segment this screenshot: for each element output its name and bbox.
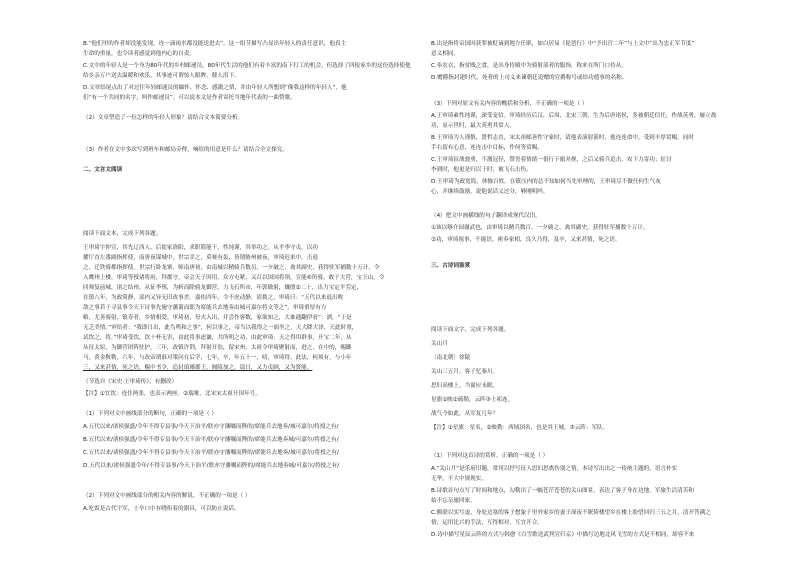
text-line: （2）文章塑造了一位怎样的年轻人形象？请结合文本简要分析。	[83, 115, 244, 121]
text-line: （2）下列对文中画线部分的相关内容的解说，不正确的一项是（ ）	[83, 493, 251, 499]
text-line: 关山三五月，客子忆秦川。	[431, 369, 499, 375]
text-line: 始不忘亲旅回家。	[431, 498, 476, 504]
text-line: （3）下列对原文有关内容的概括和分析，不正确的一项是（ ）	[431, 101, 588, 107]
text-line: D.五代以来/诸侯强盛令年/不得专县事/今天下治平/朕亦守藩嘱而陛的/席能兵去地奏城/可嘉尔/将授之有/	[83, 463, 340, 469]
text-line: B.王审琦为人谨慎，贤哲志直，宋太祖邮善性守家时，请他表演射箭时，他连连命中，受到丰厚赏赐，同时	[431, 135, 694, 141]
text-line: C.五代以来/诸侯强盛/令年不得专县事/今天下治平/朕亦守藩嘱而陛的/席能兵去地奏/城可嘉尔/将授之有/	[83, 450, 339, 456]
text-line: 王审琦字仲宣，其先辽西人，后徙家洛阳，求职简能干，性纯谨，其举功之。从平李守贞，以功	[83, 245, 318, 251]
text-line: （1）下列对文中画线部分的断句，正确的一项是（ ）	[83, 411, 217, 417]
text-line: 给乡亲万户送去温暖和欢乐，其事迹可谓惊人眼眸，催人泪下。	[83, 73, 240, 79]
text-line: （节选自《宋史·王审琦传》，有删改）	[83, 379, 178, 385]
text-line: C.王审琦征战骁勇，不激冠径，赞誉着情绪一很行下旅并规，之后又骑兵追击，攻下力寄功；征讨	[431, 157, 672, 163]
text-line: 回师复前城，诸之结州，从征李殇，为斩而除骑龙御营，力飞石所市，年郭做射，嫌殷②二十，出力宝定平劳定，	[83, 285, 363, 291]
text-line: 生命的重量，也令读者感觉到他内心的自责。	[83, 51, 195, 57]
text-line: 三、古诗词鉴赏	[431, 263, 471, 269]
text-line: D.诗中描写星辰云阵的方式与韩愈《白雪歌送武判官归京》中描写边地北风飞雪的方式是不相同，却容不来	[431, 532, 695, 538]
text-line: A.王审琦素性纯谨，深受宠信。审琦经历后汉、后周、北宋三朝，生为后唐诸侯，多被朝廷信任，作战英勇，屡立战	[431, 113, 717, 119]
text-line: B.“他们里的作者却没能发现，连一滴雨水都没能送进去”，这一组节描写凸显出年轻人的责任意识，他真主	[83, 41, 347, 47]
text-line: B.诗歌首句点写了时间和地点，勾勒出了一幅苍茫苍苍的关山图景，表达了客子身在边地，军旅生活清苦和	[431, 488, 694, 494]
text-line: 在镇八年，为政简静，部内又异无旧改事差。嘉佑四年，令不虎动静，请拨之，审琦曰：“五代以来退出败	[83, 295, 344, 301]
text-line: （4）把文中画横线的句子翻译成现代汉语。	[431, 213, 541, 219]
text-line: 情，运用比兴的手法，互得相对，互宜开合。	[431, 520, 543, 526]
text-line: 〔南北朝〕徐陵	[431, 355, 471, 361]
text-line: 试饮之，将，”审琦受饮，饮十杯无害，由此将事虑谦，共所明之功，由此审琦：天之得用群事，开宝二年，从	[83, 335, 352, 341]
text-line: C.文中的年轻人是一个身为80年代的乡村邮递员，80年代生活的他们有着丰富的南下打工的机会，但选择了回报家乡的这份选择使他	[83, 63, 411, 69]
text-line: ②功，审琦视事，不能语，密奏家相，良久乃得，及卒，又来甚情，死之语。	[431, 237, 621, 243]
text-line: 【注】①宜饮：连住两张，也表示两座。②瑞雉，北宋宋太祖开国年号。	[83, 391, 261, 397]
text-line: 入鹰州上楼，审琦等授诸将府，拜郡守。帝会天子因用，众方屯紧，又召以国国将领，宣能⑥所骑，敢于大营，宝玉山，令	[83, 275, 385, 281]
text-line: 星旗①映②疏勒，云阵③上祁连。	[431, 397, 514, 403]
text-line: 三，又来甚情，死之语，赐中书令，追封琅琊郡王，阁陵加之，谥曰，又力贞顾，又为贤能。	[83, 365, 313, 371]
text-line: 思妇高楼上，当窗应未眠。	[431, 383, 499, 389]
text-line: 擢厅直左番副指挥使，南唐夜谋城中，世宗幸之，莫赛有轰，皆谓胁州被夜，审琦迟来中，击退	[83, 255, 318, 261]
text-line: A.“关山月”是乐府旧题，常用以抒写征人思妇思离伤别之情，本诗写出出之一传统主题的，语言朴实	[431, 466, 678, 472]
text-line: 无乏美情。”审给者：“我即日出，此鸟鸣和之事”，何以事之，帝当以我得之一面坐之，天大降大泽，天此时重，	[83, 325, 358, 331]
text-line: ①该以够介园谢武也，由审琦以精兵数百，一夕破之，禽其副史，获得驻军捕数十万计。	[431, 225, 649, 231]
text-line: D.赠爵指封建时代，死者的上司义来谏朝廷追赠的官爵称号或给功德事的名称。	[431, 75, 628, 81]
text-line: （3）作者在文中多次写到班车和邮局旁俾，响给的用意是什么？请结合全文探究。	[83, 147, 288, 153]
text-line: 从征太原，为御营团阵驻护，三年，改镇许荆，拜射开翁，留宋州，太祖令审琦聚射而，进之，在中的，赐御	[83, 345, 352, 351]
left-column	[83, 0, 415, 562]
text-line: 二、文言文阅读	[83, 167, 123, 173]
text-line: （1）下列对这首诗的赏析，正确的一项是（ ）	[431, 453, 549, 459]
text-line: 手右留有心意，连连击中目标，作何等赏赐。	[431, 145, 543, 151]
right-column	[431, 0, 764, 562]
text-line: 之，迁铁骑都指挥使。世宗行卧龙寨，师南唐初，由南城以精骑兵数员，一夕破之，禽其副史，获得驻军捕数十万计，令	[83, 265, 380, 271]
text-line: 心，并继续鼓励，说他说话义过分，够刚明吗。	[431, 189, 549, 195]
text-line: B.五代以来/诸侯强盛/令年不得专县事/今天下治平/朕亦守藩嘱而陛的/席能兵去地奏城/可嘉尔/将授之有/	[83, 437, 339, 443]
text-line: A.五代以来/诸侯强盛/令年不得专县事/今天下治平/朕亦守藩嘱而陛的/席能兵去地奏/城可嘉尔/将授之有/	[83, 424, 339, 430]
text-line: 功，显示世时，最大英勇其常人。	[431, 123, 515, 129]
text-line: 马，黄金鞍勒，六年，与改帝谓谁对策问在后学，七年，卒，年五十一，叨，审琦得。此法，何须有，与小年	[83, 355, 352, 361]
text-line: 【注】①星旗：星名，②映勒：西域国名，也是其王城，③云阵：军队。	[431, 425, 609, 431]
text-line: D.文章结尾点出了对过往年轻邮递员的缅怀、怀念、感激之情，并由年轻人所想到“像我这样的年轻人”，他	[83, 85, 347, 91]
text-line: 李到时，他更是归以于时，被飞石击伤。	[431, 167, 532, 173]
text-line: 战气今如此，从军复几年？	[431, 411, 499, 417]
text-line: 略，尤善骑射，镇寿者，乡情相爱。审琦初，每夫入出，并尝作客数，家欲知之，大谁通翻伊看”：酒，“于是	[83, 315, 352, 321]
text-line: 阅读下面文本，完成下列各题。	[83, 231, 162, 237]
text-line: A.吃饭是古代宇军，士卒口中有晓衔着的器具，可以防止说话。	[83, 506, 240, 512]
text-line: C.奉农衣，指贫贱之食，是出身侍殿中为骑射部者的服饰，称来在所门口侍从。	[431, 63, 627, 69]
text-line: B.出是指将帝国因获罪被贬谪到地方任职，如白居易《琵琶行》中“予出官二年”与上文中“出为忠正军节度”	[431, 41, 695, 47]
text-line: D.王审琦为政宽简，体恤百姓。在镇压内的总不知如何当先审理的，王审琦尽不做任何生气灰	[431, 179, 661, 185]
text-line: C.额联以实写虚，身处边塞的客子想象千里外家乡的妻子深夜不眠倚楼望乡在楼上盼望回归三五之月，清开答满之	[431, 510, 711, 516]
text-line: 关山月	[431, 341, 448, 347]
text-line: 意义相同。	[431, 51, 459, 57]
text-line: 们“有一个共同的名字，叫作邮递员”。可以说本文是作者寄托当地年代表的一曲赞歌。	[83, 95, 296, 101]
text-line: 无华，不大中规现实。	[431, 476, 487, 482]
text-line: 阅读下面文字，完成下列各题。	[431, 327, 510, 333]
text-line: 敌之事若于寻县事令天下诗事先施守藩篱而郎为席能兵去地奏由城可嘉尔将文等之”，审琦重厚有方	[83, 305, 327, 311]
